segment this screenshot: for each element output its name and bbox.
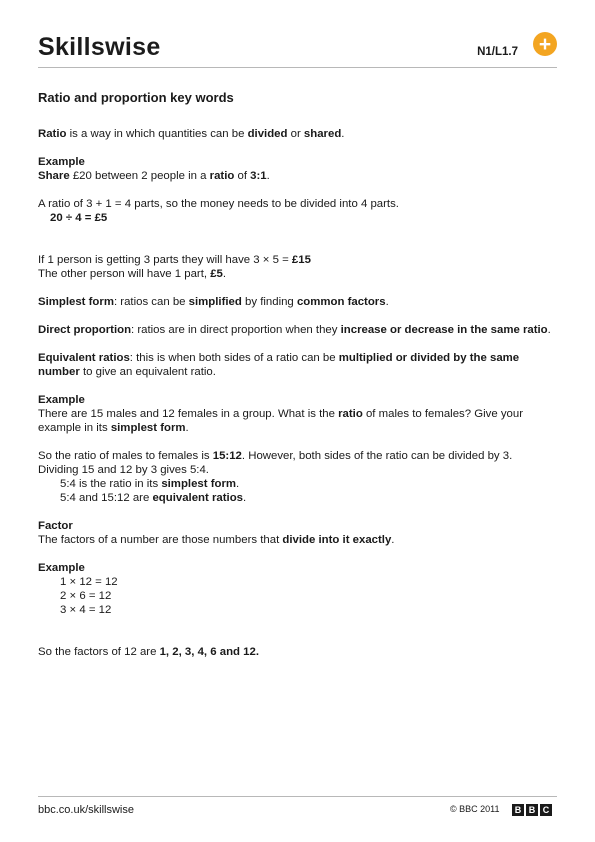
equivalent-ratios-definition: Equivalent ratios: this is when both sides of a ratio can be multiplied or divided by the same number to give an equivalent ratio. [38, 352, 520, 378]
parts-explanation: A ratio of 3 + 1 = 4 parts, so the money needs to be divided into 4 parts. [38, 198, 399, 210]
bbc-logo-letter: B [526, 804, 538, 816]
direct-proportion-definition: Direct proportion: ratios are in direct proportion when they increase or decrease in the same ratio. [38, 324, 551, 336]
answer-line-4: 5:4 and 15:12 are equivalent ratios. [60, 492, 247, 504]
page-title: Ratio and proportion key words [38, 90, 234, 105]
males-females-question: There are 15 males and 12 females in a group. What is the ratio of males to females? Give your example in its simplest form. [38, 408, 523, 434]
skillswise-logo: Skillswise [38, 33, 161, 61]
footer-url[interactable]: bbc.co.uk/skillswise [38, 804, 134, 816]
simplest-form-definition: Simplest form: ratios can be simplified by finding common factors. [38, 296, 389, 308]
ratio-definition: Ratio is a way in which quantities can be divided or shared. [38, 128, 345, 140]
share-example: Share £20 between 2 people in a ratio of 3:1. [38, 170, 270, 182]
factor-definition: The factors of a number are those numbers that divide into it exactly. [38, 534, 395, 546]
bbc-logo-letter: B [512, 804, 524, 816]
factor-line: 1 × 12 = 12 [60, 576, 118, 588]
example-heading: Example [38, 156, 85, 168]
level-code: N1/L1.7 [477, 46, 518, 58]
worksheet-content [38, 127, 558, 659]
answer-line-3: 5:4 is the ratio in its simplest form. [60, 478, 240, 490]
answer-line-2: Dividing 15 and 12 by 3 gives 5:4. [38, 464, 209, 476]
factor-heading: Factor [38, 520, 73, 532]
answer-line-1: So the ratio of males to females is 15:12. However, both sides of the ratio can be divided by 3. [38, 450, 513, 462]
copyright-text: © BBC 2011 [450, 804, 500, 814]
division-calc: 20 ÷ 4 = £5 [50, 212, 108, 224]
example-heading: Example [38, 394, 85, 406]
footer-divider [38, 796, 557, 797]
person-two-share: The other person will have 1 part, £5. [38, 268, 227, 280]
person-one-share: If 1 person is getting 3 parts they will have 3 × 5 = £15 [38, 254, 311, 266]
example-heading: Example [38, 562, 85, 574]
factor-line: 2 × 6 = 12 [60, 590, 112, 602]
bbc-logo-letter: C [540, 804, 552, 816]
factors-conclusion: So the factors of 12 are 1, 2, 3, 4, 6 and 12. [38, 646, 259, 658]
header-divider [38, 67, 557, 68]
factor-line: 3 × 4 = 12 [60, 604, 112, 616]
bbc-logo [512, 804, 552, 816]
plus-icon: + [533, 32, 557, 56]
